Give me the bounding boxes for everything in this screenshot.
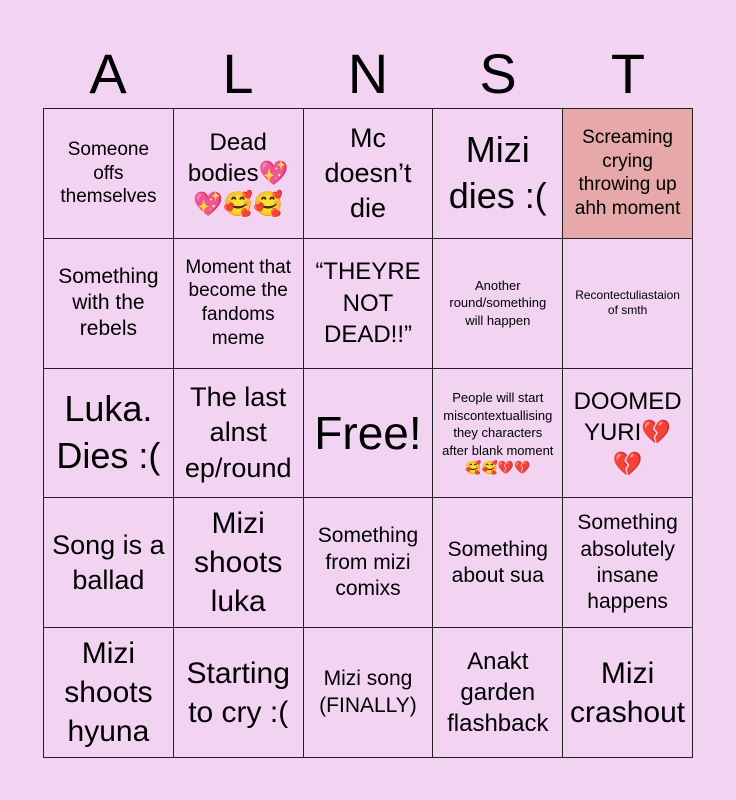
- header-letter-3: N: [347, 42, 389, 105]
- bingo-cell-text: “THEYRE NOT DEAD!!”: [315, 258, 421, 348]
- bingo-cell-text: Free!: [314, 406, 422, 459]
- bingo-cell-text: Someone offs themselves: [60, 138, 157, 208]
- bingo-cell-text: Luka. Dies :(: [56, 388, 161, 476]
- bingo-cell-text: Starting to cry :(: [186, 656, 290, 729]
- bingo-cell-text: Mizi crashout: [570, 656, 686, 729]
- bingo-cell[interactable]: [304, 239, 434, 369]
- bingo-cell[interactable]: [433, 109, 563, 239]
- bingo-cell-text: Mizi dies :(: [448, 128, 547, 217]
- bingo-cell-text: Mc doesn’t die: [324, 122, 412, 223]
- bingo-cell[interactable]: [174, 498, 304, 628]
- bingo-header: [43, 40, 693, 108]
- header-letter-4: S: [479, 42, 517, 105]
- bingo-cell-text: Mizi shoots luka: [194, 507, 283, 619]
- bingo-cell-text: Something from mizi comixs: [317, 524, 419, 600]
- header-letter-1: A: [89, 42, 127, 105]
- bingo-cell-text: Recontectuliastaion of smth: [575, 287, 680, 318]
- bingo-cell-text: Dead bodies💖💖🥰🥰: [187, 128, 289, 218]
- bingo-cell[interactable]: [174, 628, 304, 758]
- bingo-cell[interactable]: [433, 628, 563, 758]
- bingo-cell[interactable]: [44, 369, 174, 499]
- header-letter-5: T: [610, 42, 646, 105]
- bingo-cell-text: Moment that become the fandoms meme: [185, 256, 291, 349]
- bingo-cell[interactable]: [174, 109, 304, 239]
- bingo-cell-text: Another round/something will happen: [449, 277, 547, 328]
- bingo-cell[interactable]: [44, 628, 174, 758]
- bingo-cell[interactable]: [174, 239, 304, 369]
- bingo-cell[interactable]: [563, 239, 693, 369]
- bingo-cell-text: People will start miscontextuallising they characters after blank moment 🥰🥰💔💔: [442, 390, 554, 476]
- bingo-cell-text: Anakt garden flashback: [447, 647, 549, 738]
- bingo-cell[interactable]: [174, 369, 304, 499]
- bingo-cell[interactable]: [563, 628, 693, 758]
- bingo-cell-text: DOOMED YURI💔💔: [573, 388, 682, 478]
- bingo-cell[interactable]: [44, 109, 174, 239]
- bingo-cell-text: Something about sua: [447, 537, 548, 587]
- bingo-cell[interactable]: [304, 109, 434, 239]
- header-letter-2: L: [222, 42, 254, 105]
- bingo-cell[interactable]: [563, 369, 693, 499]
- bingo-cell[interactable]: [433, 498, 563, 628]
- free-space-cell[interactable]: [304, 369, 434, 499]
- bingo-cell-text: Mizi shoots hyuna: [64, 637, 153, 749]
- bingo-cell-text: Something with the rebels: [58, 264, 159, 341]
- bingo-cell[interactable]: [304, 498, 434, 628]
- bingo-grid: [43, 108, 693, 758]
- bingo-cell-text: The last alnst ep/round: [184, 382, 292, 483]
- bingo-cell[interactable]: [44, 239, 174, 369]
- bingo-cell-text: Something absolutely insane happens: [577, 511, 678, 614]
- bingo-cell[interactable]: [44, 498, 174, 628]
- bingo-cell-text: Screaming crying throwing up ahh moment: [574, 126, 681, 220]
- bingo-cell[interactable]: [563, 498, 693, 628]
- bingo-cell[interactable]: [304, 628, 434, 758]
- bingo-cell-text: Mizi song (FINALLY): [319, 667, 417, 717]
- bingo-cell[interactable]: [433, 239, 563, 369]
- bingo-cell-text: Song is a ballad: [52, 529, 165, 595]
- bingo-cell[interactable]: [433, 369, 563, 499]
- bingo-cell[interactable]: [563, 109, 693, 239]
